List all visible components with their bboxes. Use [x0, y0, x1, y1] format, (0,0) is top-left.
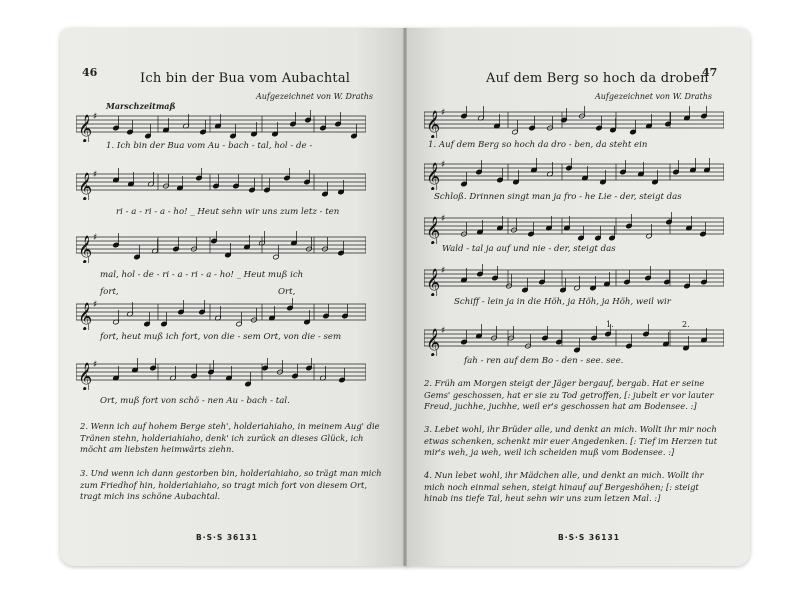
page-number: 47: [702, 66, 718, 79]
treble-clef-icon: 𝄞: [78, 302, 93, 330]
verse-text: 4. Nun lebet wohl, ihr Mädchen alle, und denkt an mich. Wollt ihr mich noch einmal sehen, steigt hinauf auf Bergeshöhen; [: steigt hinab ins tiefe Tal, heut sehn wir uns zum letzen Mal. :]: [424, 470, 704, 504]
lyric-line: mal, hol - de - ri - a - ri - a - ho! _ Heut muß ich: [100, 270, 304, 280]
song-credit: Aufgezeichnet von W. Draths: [256, 92, 373, 101]
staff-right-4: [424, 264, 724, 296]
tempo-marking: Marschzeitmaß: [106, 101, 176, 111]
treble-clef-icon: 𝄞: [426, 162, 441, 190]
key-signature-icon: ♯: [441, 108, 446, 118]
lyric-line: Ort, muß fort von schö - nen Au - bach - tal.: [100, 396, 290, 406]
page-footer: B·S·S 36131: [558, 533, 620, 542]
page-footer: B·S·S 36131: [196, 533, 258, 542]
key-signature-icon: ♯: [93, 112, 98, 122]
staff-right-3: [424, 212, 724, 244]
staff-left-2: [76, 168, 366, 200]
key-signature-icon: ♯: [93, 233, 98, 243]
key-signature-icon: ♯: [93, 300, 98, 310]
lyric-line: Schiff - lein ja in die Höh, ja Höh, ja Höh, weil wir: [454, 297, 671, 307]
treble-clef-icon: 𝄞: [426, 268, 441, 296]
page-number: 46: [82, 66, 98, 79]
lyric-line: 1. Ich bin der Bua vom Au - bach - tal, hol - de -: [106, 141, 313, 151]
key-signature-icon: ♯: [93, 360, 98, 370]
treble-clef-icon: 𝄞: [78, 235, 93, 263]
staff-left-4: [76, 298, 366, 330]
treble-clef-icon: 𝄞: [426, 328, 441, 356]
verse-text: 3. Und wenn ich dann gestorben bin, holderiahiaho, so trägt man mich zum Friedhof hin, holderiahiaho, so tragt mich fort von diesem Ort, tragt mich ins schöne Aubachtal.: [80, 468, 382, 502]
upper-lyric: Ort,: [278, 287, 296, 297]
staff-left-5: [76, 358, 366, 390]
key-signature-icon: ♯: [441, 326, 446, 336]
book-gutter: [403, 28, 407, 566]
song-credit: Aufgezeichnet von W. Draths: [595, 92, 712, 101]
key-signature-icon: ♯: [441, 214, 446, 224]
lyric-line: 1. Auf dem Berg so hoch da dro - ben, da steht ein: [428, 140, 648, 150]
song-title: Auf dem Berg so hoch da droben: [486, 71, 709, 86]
treble-clef-icon: 𝄞: [78, 362, 93, 390]
key-signature-icon: ♯: [441, 160, 446, 170]
verse-text: 2. Früh am Morgen steigt der Jäger bergauf, bergab. Hat er seine Gems' geschossen, hat er sie zu Tod getroffen, [: jubelt er vor lauter Freud, juchhe, juchhe, weil er's geschossen hat am Bodensee. :]: [424, 378, 714, 412]
staff-left-3: [76, 231, 366, 263]
treble-clef-icon: 𝄞: [426, 110, 441, 138]
treble-clef-icon: 𝄞: [78, 114, 93, 142]
open-songbook: [60, 28, 750, 566]
volta-2: 2.: [682, 320, 690, 329]
key-signature-icon: ♯: [93, 170, 98, 180]
song-title: Ich bin der Bua vom Aubachtal: [140, 71, 351, 86]
volta-1: 1.: [606, 320, 614, 329]
lyric-line: Wald - tal ja auf und nie - der, steigt das: [442, 244, 616, 254]
staff-right-1: [424, 106, 724, 138]
staff-right-2: [424, 158, 724, 190]
upper-lyric: fort,: [100, 287, 119, 297]
lyric-line: fort, heut muß ich fort, von die - sem Ort, von die - sem: [100, 332, 342, 342]
staff-right-5: [424, 324, 724, 356]
treble-clef-icon: 𝄞: [78, 172, 93, 200]
lyric-line: Schloß. Drinnen singt man ja fro - he Lie - der, steigt das: [434, 192, 682, 202]
verse-text: 2. Wenn ich auf hohem Berge steh', holderiahiaho, in meinem Aug' die Tränen stehn, holderiahiaho, denk' ich zurück an dieses Glück, ich möcht am liebsten heimwärts ziehn.: [80, 421, 380, 455]
key-signature-icon: ♯: [441, 266, 446, 276]
verse-text: 3. Lebet wohl, ihr Brüder alle, und denkt an mich. Wollt ihr mir noch etwas schenken, schenkt mir euer Angedenken. [: Tief im Herzen tut mir's weh, ja weh, weil ich scheiden muß vom Bodensee. :]: [424, 424, 718, 458]
treble-clef-icon: 𝄞: [426, 216, 441, 244]
lyric-line: fah - ren auf dem Bo - den - see. see.: [464, 356, 624, 366]
staff-left-1: [76, 110, 366, 142]
lyric-line: ri - a - ri - a - ho! _ Heut sehn wir uns zum letz - ten: [116, 207, 340, 217]
